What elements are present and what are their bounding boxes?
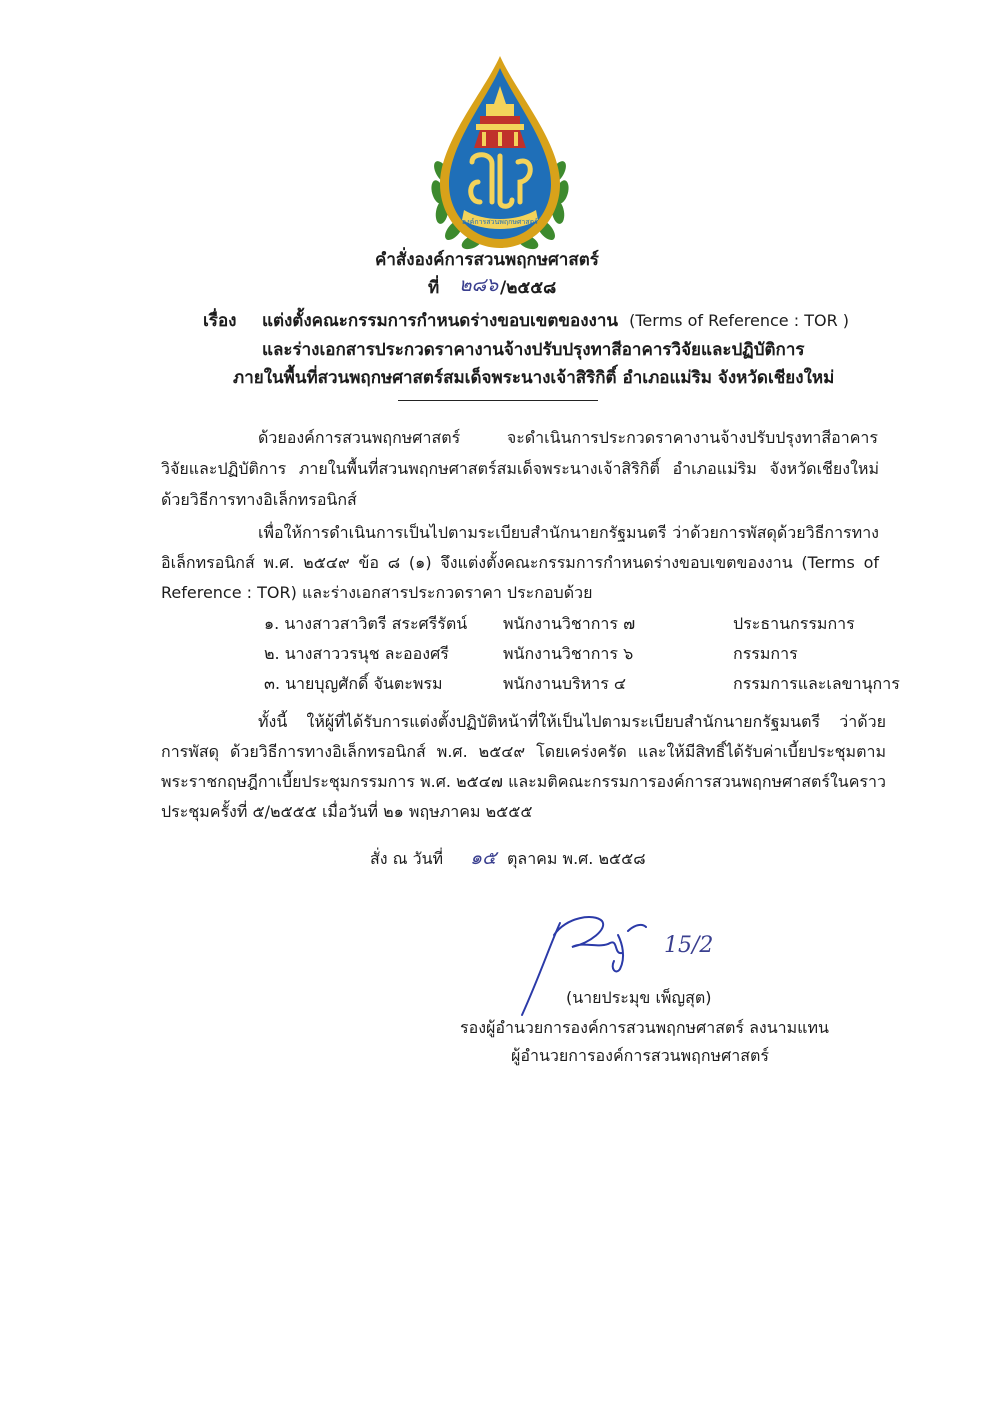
signer-name: (นายประมุข เพ็ญสุต) — [566, 988, 712, 1007]
committee-member-name: ๓. นายบุญศักดิ์ จันตะพรม — [264, 674, 443, 693]
paragraph-3-line-3: พระราชกฤษฎีกาเบี้ยประชุมกรรมการ พ.ศ. ๒๕๔๗ และมติคณะกรรมการองค์การสวนพฤกษศาสตร์ในคราว — [161, 772, 886, 791]
subject-line-3: ภายในพื้นที่สวนพฤกษศาสตร์สมเด็จพระนางเจ้าสิริกิติ์ อำเภอแม่ริม จังหวัดเชียงใหม่ — [233, 368, 835, 388]
paragraph-1-line-2: วิจัยและปฏิบัติการ ภายในพื้นที่สวนพฤกษศาสตร์สมเด็จพระนางเจ้าสิริกิติ์ อำเภอแม่ริม จังหวัดเชียงใหม่ — [161, 459, 879, 478]
committee-member-name: ๒. นางสาววรนุช ละอองศรี — [264, 644, 449, 663]
committee-member-position: พนักงานวิชาการ ๗ — [503, 614, 636, 633]
subject-label: เรื่อง — [203, 311, 237, 331]
paragraph-3-line-4: ประชุมครั้งที่ ๕/๒๕๕๕ เมื่อวันที่ ๒๑ พฤษภาคม ๒๕๕๕ — [161, 802, 533, 821]
paragraph-1-line-3: ด้วยวิธีการทางอิเล็กทรอนิกส์ — [161, 490, 357, 509]
order-date-day-handwritten: ๑๕ — [470, 847, 497, 869]
committee-member-name: ๑. นางสาวสาวิตรี สระศรีรัตน์ — [264, 614, 468, 633]
subject-line-2: และร่างเอกสารประกวดราคางานจ้างปรับปรุงทาสีอาคารวิจัยและปฏิบัติการ — [262, 340, 805, 360]
signature-handwritten-date: 15/2 — [664, 933, 714, 958]
organization-logo — [420, 52, 580, 252]
subject-divider — [398, 400, 598, 401]
order-date-prefix: สั่ง ณ วันที่ — [370, 849, 444, 868]
paragraph-3-line-2: การพัสดุ ด้วยวิธีการทางอิเล็กทรอนิกส์ พ.ศ. ๒๕๔๙ โดยเคร่งครัด และให้มีสิทธิ์ได้รับค่าเบี้ยประชุมตาม — [161, 742, 886, 761]
committee-member-position: พนักงานบริหาร ๔ — [503, 674, 626, 693]
committee-member-role: กรรมการและเลขานุการ — [733, 674, 900, 693]
subject-line-1 — [262, 307, 849, 334]
order-number-prefix: ที่ — [428, 278, 440, 298]
committee-member-position: พนักงานวิชาการ ๖ — [503, 644, 634, 663]
signer-title-line-1: รองผู้อำนวยการองค์การสวนพฤกษศาสตร์ ลงนามแทน — [460, 1018, 829, 1037]
paragraph-1-line-1: ด้วยองค์การสวนพฤกษศาสตร์ จะดำเนินการประกวดราคางานจ้างปรับปรุงทาสีอาคาร — [258, 428, 878, 447]
order-title: คำสั่งองค์การสวนพฤกษศาสตร์ — [375, 250, 599, 270]
paragraph-2-line-1: เพื่อให้การดำเนินการเป็นไปตามระเบียบสำนักนายกรัฐมนตรี ว่าด้วยการพัสดุด้วยวิธีการทาง — [258, 523, 879, 542]
order-date-suffix: ตุลาคม พ.ศ. ๒๕๕๘ — [507, 849, 646, 868]
order-number-suffix: /๒๕๕๘ — [500, 278, 557, 298]
paragraph-2-line-3: Reference : TOR) และร่างเอกสารประกวดราคา ประกอบด้วย — [161, 583, 593, 602]
subject-line-1-thai: แต่งตั้งคณะกรรมการกำหนดร่างขอบเขตของงาน — [262, 311, 619, 331]
signer-title-line-2: ผู้อำนวยการองค์การสวนพฤกษศาสตร์ — [511, 1046, 769, 1065]
paragraph-3-line-1: ทั้งนี้ ให้ผู้ที่ได้รับการแต่งตั้งปฏิบัติหน้าที่ให้เป็นไปตามระเบียบสำนักนายกรัฐมนตรี ว่าด้วย — [258, 712, 886, 731]
order-number-handwritten: ๒๘๖ — [459, 274, 499, 296]
committee-member-role: ประธานกรรมการ — [733, 614, 855, 633]
paragraph-2-line-2: อิเล็กทรอนิกส์ พ.ศ. ๒๕๔๙ ข้อ ๘ (๑) จึงแต่งตั้งคณะกรรมการกำหนดร่างขอบเขตของงาน (Terms of — [161, 553, 879, 572]
seal-text: องค์การสวนพฤกษศาสตร์ — [462, 218, 538, 226]
subject-line-1-english: (Terms of Reference : TOR ) — [629, 311, 850, 330]
committee-member-role: กรรมการ — [733, 644, 798, 663]
